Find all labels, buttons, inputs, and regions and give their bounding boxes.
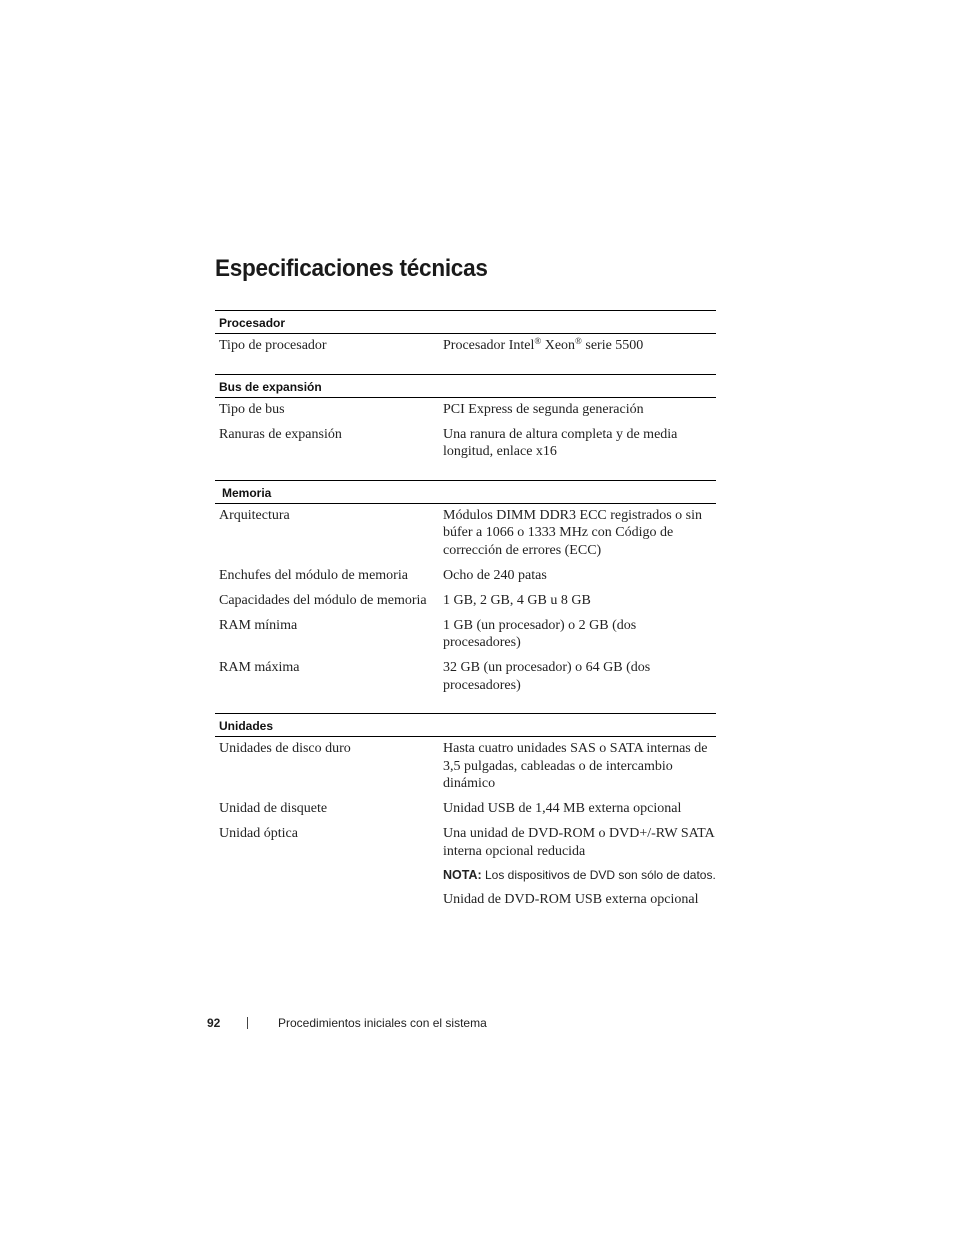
- row-label: Arquitectura: [219, 507, 290, 523]
- section-header: Memoria: [215, 480, 716, 504]
- section-header: Unidades: [215, 713, 716, 737]
- table-row: [215, 659, 716, 694]
- row-label: Tipo de procesador: [219, 338, 327, 353]
- section-header: Procesador: [215, 310, 716, 334]
- row-value: Módulos DIMM DDR3 ECC registrados o sin búfer a 1066 o 1333 MHz con Código de corrección de errores (ECC): [443, 507, 703, 558]
- page-number: 92: [207, 1016, 221, 1030]
- page-title: Especificaciones técnicas: [215, 255, 488, 282]
- row-value: 1 GB (un procesador) o 2 GB (dos procesadores): [443, 617, 637, 650]
- page-footer: [207, 1016, 487, 1030]
- table-row: [215, 800, 716, 818]
- section-bus-expansion: [215, 374, 716, 461]
- row-value-extra: Unidad de DVD-ROM USB externa opcional: [443, 892, 699, 907]
- table-row: [215, 617, 716, 652]
- row-label: Unidad óptica: [219, 826, 298, 841]
- row-value: 1 GB, 2 GB, 4 GB u 8 GB: [443, 592, 591, 608]
- row-label: Tipo de bus: [219, 401, 285, 417]
- row-label: Enchufes del módulo de memoria: [219, 567, 408, 583]
- footer-section-title: Procedimientos iniciales con el sistema: [278, 1016, 487, 1030]
- section-memoria: [215, 480, 716, 695]
- table-row: [215, 740, 716, 793]
- note-label: NOTA:: [443, 868, 482, 882]
- table-row: [215, 507, 716, 560]
- row-label: Unidad de disquete: [219, 801, 328, 816]
- table-row: [215, 567, 716, 585]
- row-label: Capacidades del módulo de memoria: [219, 592, 427, 608]
- row-value: [443, 825, 716, 909]
- row-value: Una ranura de altura completa y de media longitud, enlace x16: [443, 426, 678, 459]
- row-value: Unidad USB de 1,44 MB externa opcional: [443, 801, 682, 816]
- section-unidades: [215, 713, 716, 909]
- row-value: 32 GB (un procesador) o 64 GB (dos procesadores): [443, 660, 651, 693]
- row-value: Procesador Intel® Xeon® serie 5500: [443, 336, 644, 353]
- registered-trademark: ®: [534, 336, 542, 346]
- row-label: Ranuras de expansión: [219, 426, 342, 442]
- registered-trademark: ®: [575, 336, 582, 346]
- table-row: [215, 337, 716, 355]
- row-label: Unidades de disco duro: [219, 741, 351, 756]
- note: [443, 867, 716, 884]
- section-procesador: [215, 310, 716, 355]
- table-row: [215, 426, 716, 461]
- table-row: [215, 401, 716, 419]
- section-header: Bus de expansión: [215, 374, 716, 398]
- note-text: Los dispositivos de DVD son sólo de datos.: [481, 868, 716, 882]
- row-value-text: Una unidad de DVD-ROM o DVD+/-RW SATA interna opcional reducida: [443, 826, 714, 859]
- row-value: Hasta cuatro unidades SAS o SATA internas de 3,5 pulgadas, cableadas o de intercambio dinámico: [443, 741, 708, 791]
- table-row: [215, 825, 716, 909]
- row-label: RAM mínima: [219, 617, 298, 633]
- table-row: [215, 592, 716, 610]
- row-label: RAM máxima: [219, 660, 300, 675]
- row-value: PCI Express de segunda generación: [443, 401, 644, 417]
- spec-table: [215, 310, 716, 928]
- footer-divider: [247, 1017, 248, 1029]
- row-value: Ocho de 240 patas: [443, 567, 547, 583]
